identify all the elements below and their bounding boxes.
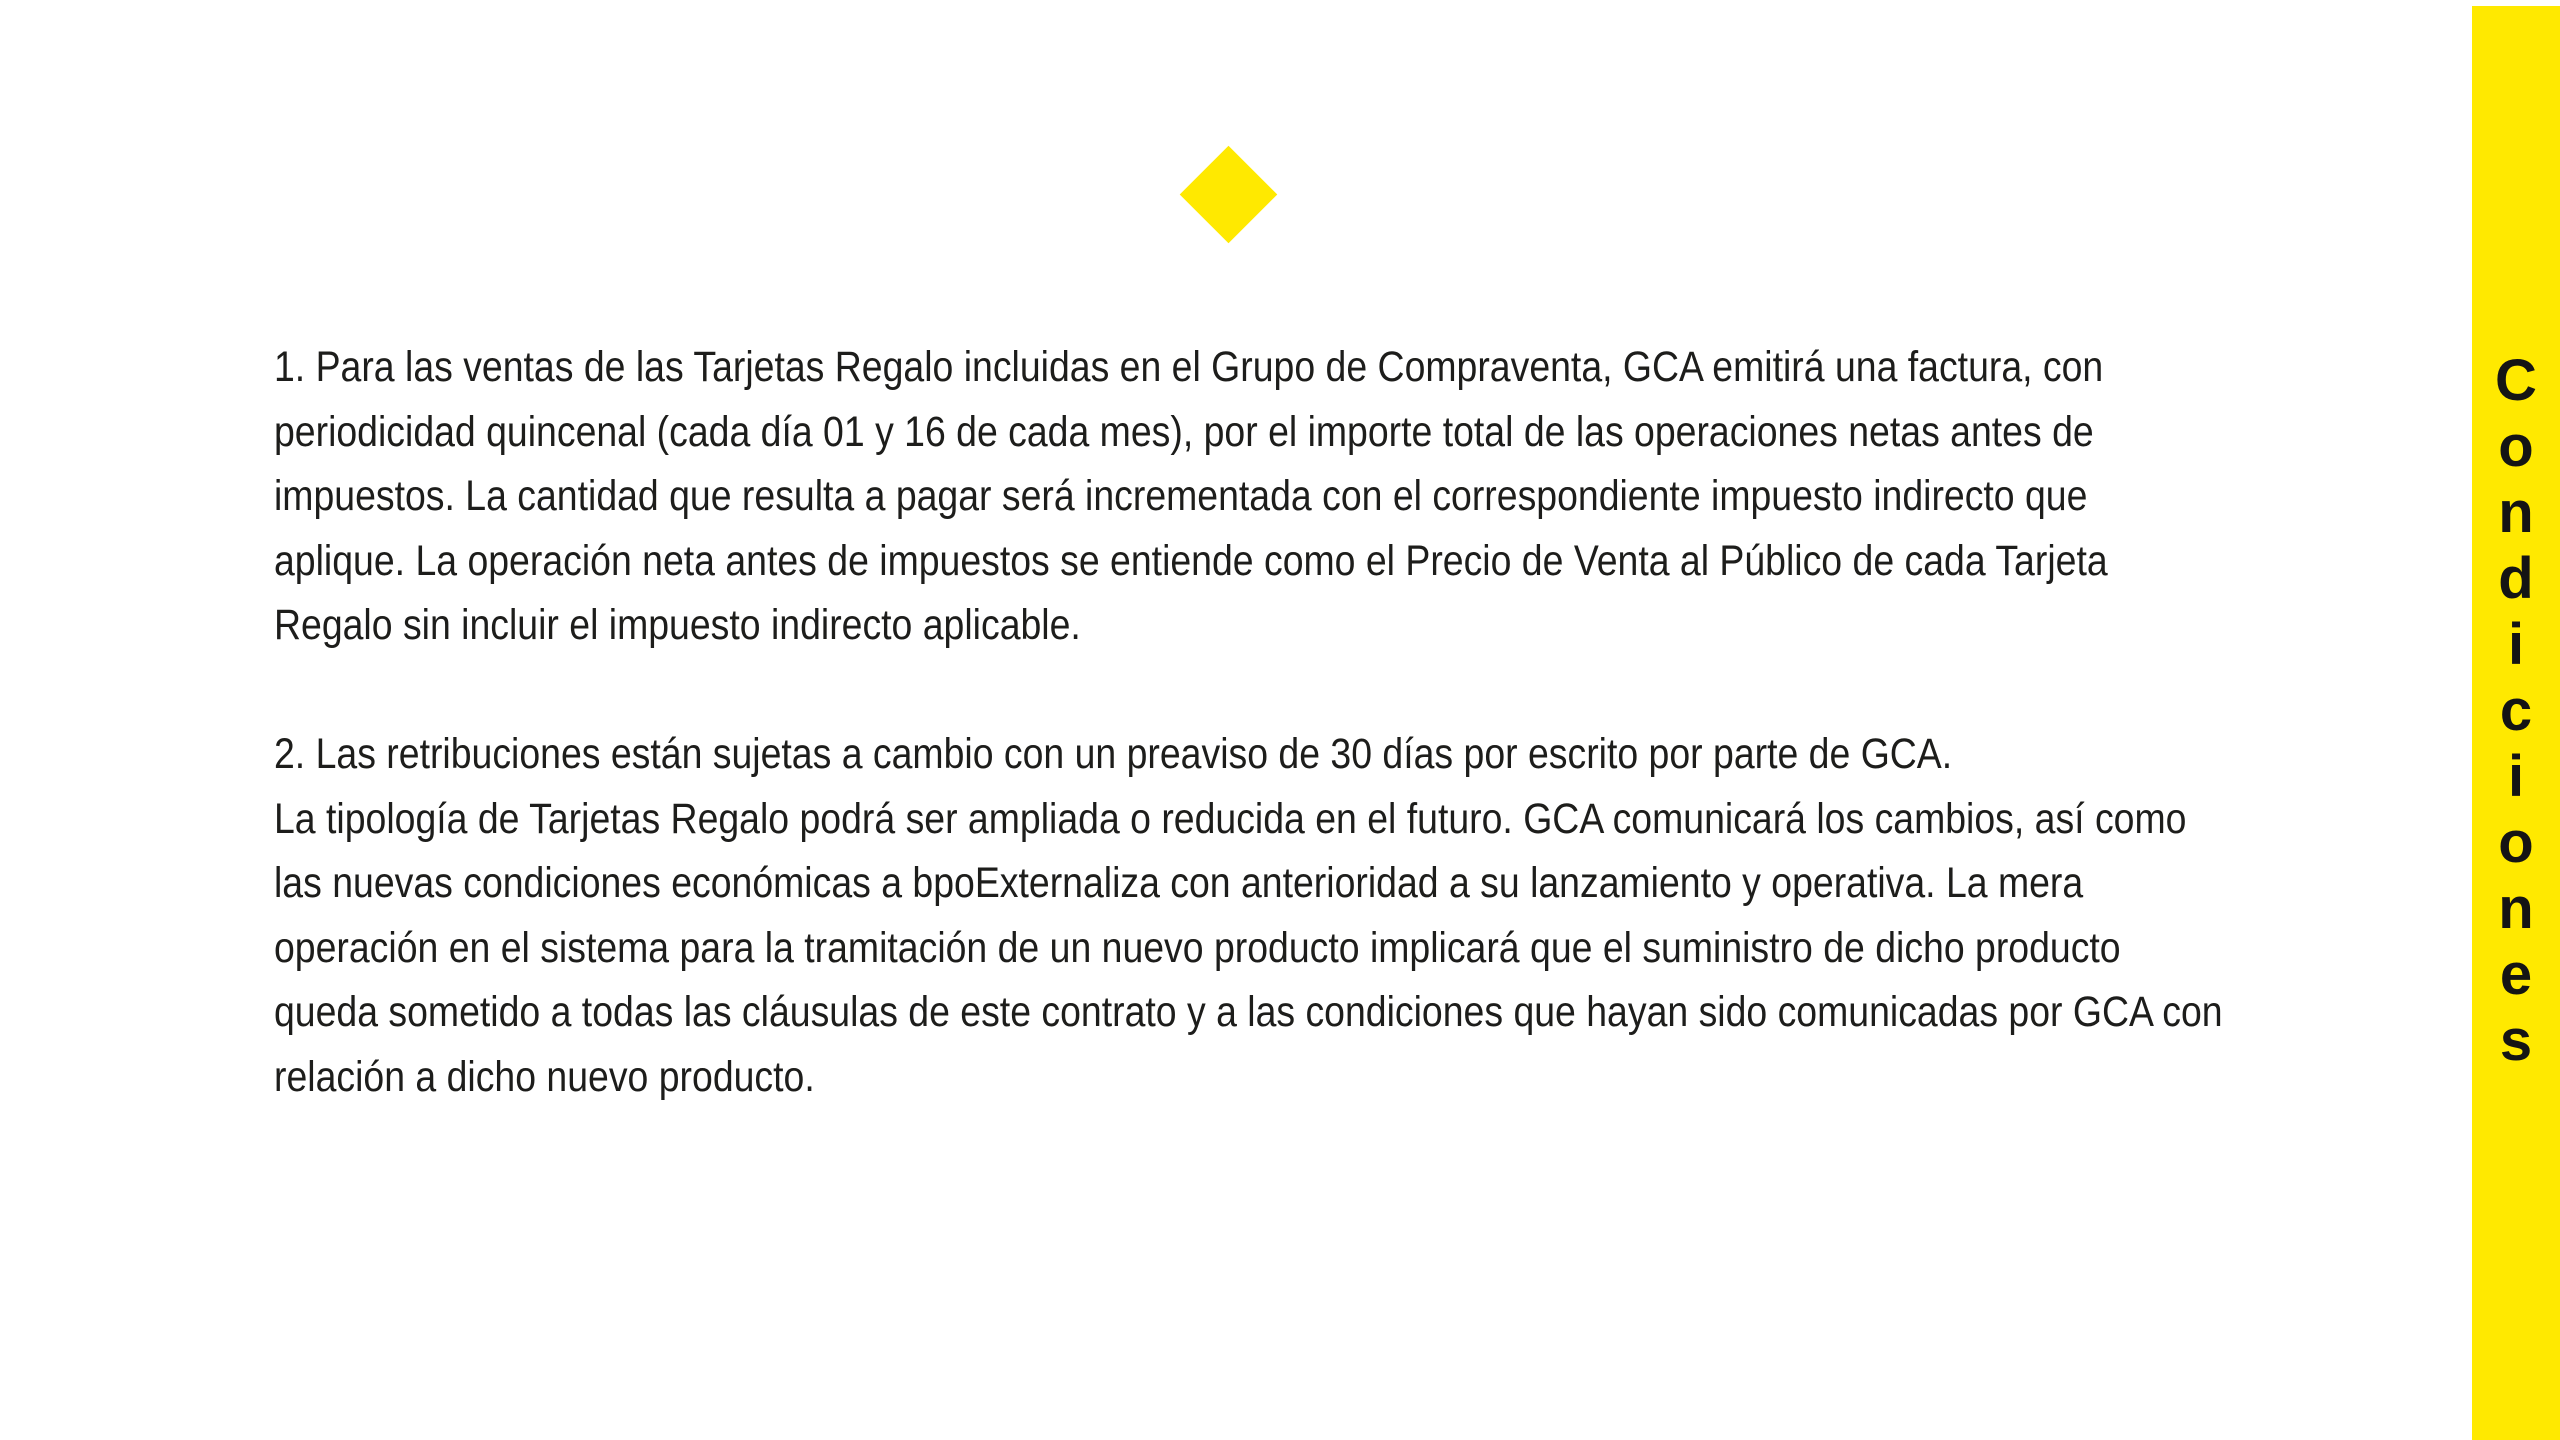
- text-line: periodicidad quincenal (cada día 01 y 16 de cada mes), por el importe total de las operaciones netas antes de: [274, 407, 2094, 456]
- text-line: relación a dicho nuevo producto.: [274, 1052, 815, 1101]
- condiciones-vertical-title: [2472, 348, 2560, 1074]
- conditions-text: [274, 335, 2454, 1174]
- title-letter: o: [2498, 414, 2534, 479]
- text-line: La tipología de Tarjetas Regalo podrá ser ampliada o reducida en el futuro. GCA comunicará los cambios, así como: [274, 794, 2187, 843]
- text-line: operación en el sistema para la tramitación de un nuevo producto implicará que el suministro de dicho producto: [274, 923, 2121, 972]
- title-letter: i: [2507, 612, 2525, 677]
- text-line: impuestos. La cantidad que resulta a pagar será incrementada con el correspondiente impuesto indirecto que: [274, 472, 2088, 520]
- text-line: aplique. La operación neta antes de impuestos se entiende como el Precio de Venta al Público de cada Tarjeta: [274, 536, 2108, 585]
- title-letter: c: [2499, 678, 2533, 743]
- title-letter: n: [2498, 876, 2534, 941]
- paragraph-billing: [274, 335, 2454, 658]
- title-letter: d: [2498, 546, 2534, 611]
- text-line: Regalo sin incluir el impuesto indirecto aplicable.: [274, 601, 1081, 649]
- title-letter: i: [2507, 744, 2525, 809]
- title-letter: C: [2495, 348, 2537, 413]
- text-line: 1. Para las ventas de las Tarjetas Regalo incluidas en el Grupo de Compraventa, GCA emitirá una factura, con: [274, 343, 2104, 391]
- text-line: las nuevas condiciones económicas a bpoExternaliza con anterioridad a su lanzamiento y operativa. La mera: [274, 859, 2084, 907]
- diamond-icon: [1180, 146, 1278, 244]
- text-line: queda sometido a todas las cláusulas de este contrato y a las condiciones que hayan sido comunicadas por GCA con: [274, 988, 2223, 1036]
- title-letter: s: [2499, 1008, 2533, 1073]
- condiciones-tab: [2472, 6, 2560, 1440]
- title-letter: e: [2499, 942, 2533, 1007]
- title-letter: o: [2498, 810, 2534, 875]
- title-letter: n: [2498, 480, 2534, 545]
- paragraph-retributions: [274, 722, 2454, 1109]
- text-line: 2. Las retribuciones están sujetas a cambio con un preaviso de 30 días por escrito por parte de GCA.: [274, 730, 1953, 778]
